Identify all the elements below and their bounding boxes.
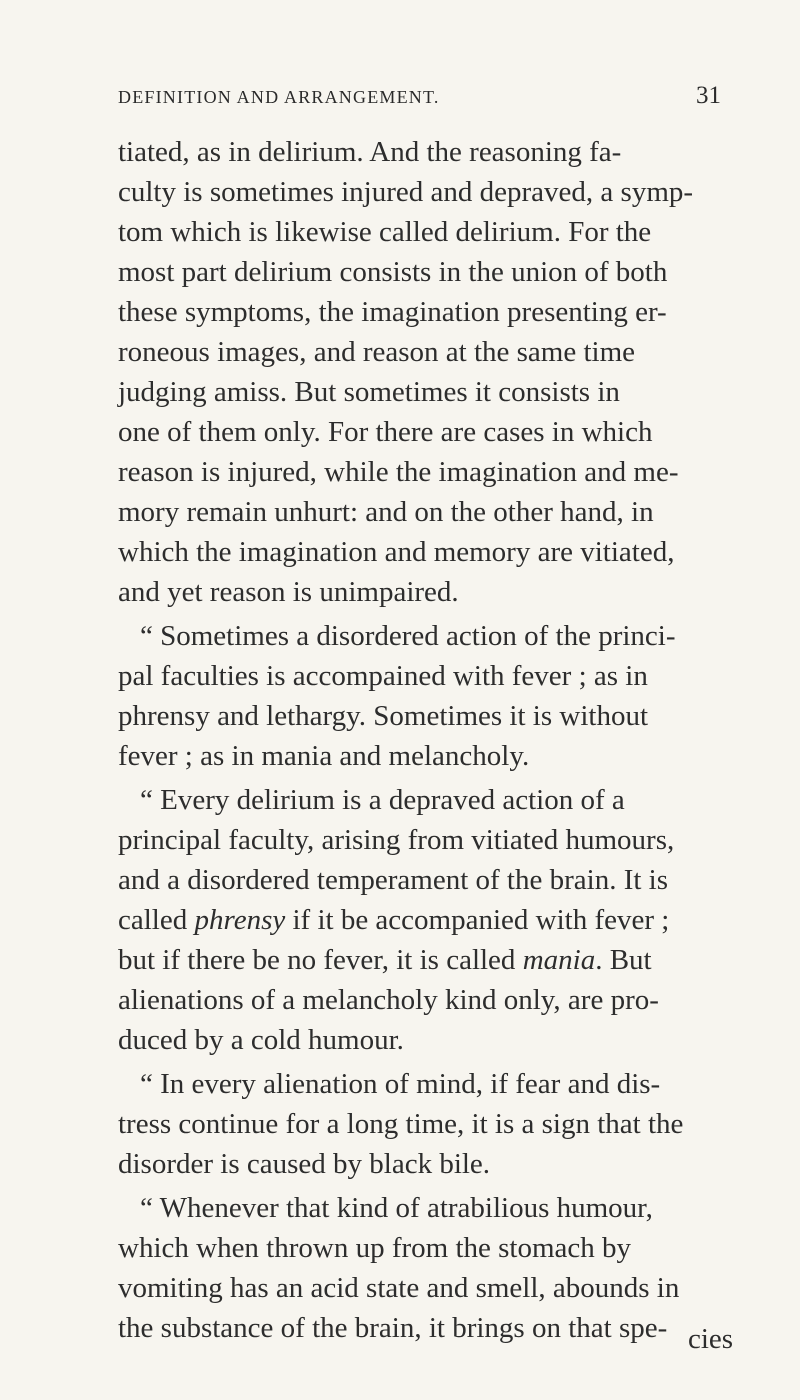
text-run: if it be accompanied with fever ; — [285, 904, 670, 936]
text-run: called — [118, 904, 195, 936]
text-line: “ Every delirium is a depraved action of a — [140, 784, 625, 816]
text-line: tom which is likewise called delirium. For the — [118, 216, 652, 248]
text-line: pal faculties is accompained with fever ; as in — [118, 660, 648, 692]
text-line: culty is sometimes injured and depraved, a symp- — [118, 176, 694, 208]
text-run: . But — [595, 944, 652, 976]
text-line: tress continue for a long time, it is a sign that the — [118, 1108, 684, 1140]
text-line: disorder is caused by black bile. — [118, 1148, 491, 1180]
text-line: alienations of a melancholy kind only, are pro- — [118, 984, 659, 1016]
text-line: judging amiss. But sometimes it consists in — [118, 376, 620, 408]
text-line: roneous images, and reason at the same time — [118, 336, 636, 368]
text-line: duced by a cold humour. — [118, 1024, 404, 1056]
text-line — [118, 940, 652, 980]
text-line: principal faculty, arising from vitiated humours, — [118, 824, 675, 856]
text-run: but if there be no fever, it is called — [118, 944, 523, 976]
text-line: these symptoms, the imagination presenting er- — [118, 296, 667, 328]
running-head: DEFINITION AND ARRANGEMENT. — [118, 87, 440, 107]
italic-term: mania — [522, 944, 596, 976]
text-line: which when thrown up from the stomach by — [118, 1232, 632, 1264]
text-line: phrensy and lethargy. Sometimes it is without — [118, 700, 649, 732]
text-line: “ Sometimes a disordered action of the princi- — [140, 620, 676, 652]
text-line: mory remain unhurt: and on the other hand, in — [118, 496, 654, 528]
text-line: one of them only. For there are cases in which — [118, 416, 653, 448]
text-line: “ In every alienation of mind, if fear and dis- — [140, 1068, 661, 1100]
text-line: the substance of the brain, it brings on that spe- — [118, 1312, 668, 1344]
text-line — [118, 900, 669, 940]
text-line: and yet reason is unimpaired. — [118, 576, 459, 608]
text-line: vomiting has an acid state and smell, abounds in — [118, 1272, 680, 1304]
text-line: “ Whenever that kind of atrabilious humour, — [140, 1192, 653, 1224]
text-line: and a disordered temperament of the brain. It is — [118, 864, 668, 896]
page-number: 31 — [696, 82, 721, 109]
catchword: cies — [688, 1323, 734, 1355]
text-line: fever ; as in mania and melancholy. — [118, 740, 530, 772]
text-line: which the imagination and memory are vitiated, — [118, 536, 675, 568]
text-line: tiated, as in delirium. And the reasoning fa- — [118, 136, 622, 168]
text-line: reason is injured, while the imagination and me- — [118, 456, 679, 488]
text-line: most part delirium consists in the union of both — [118, 256, 668, 288]
italic-term: phrensy — [194, 904, 286, 936]
